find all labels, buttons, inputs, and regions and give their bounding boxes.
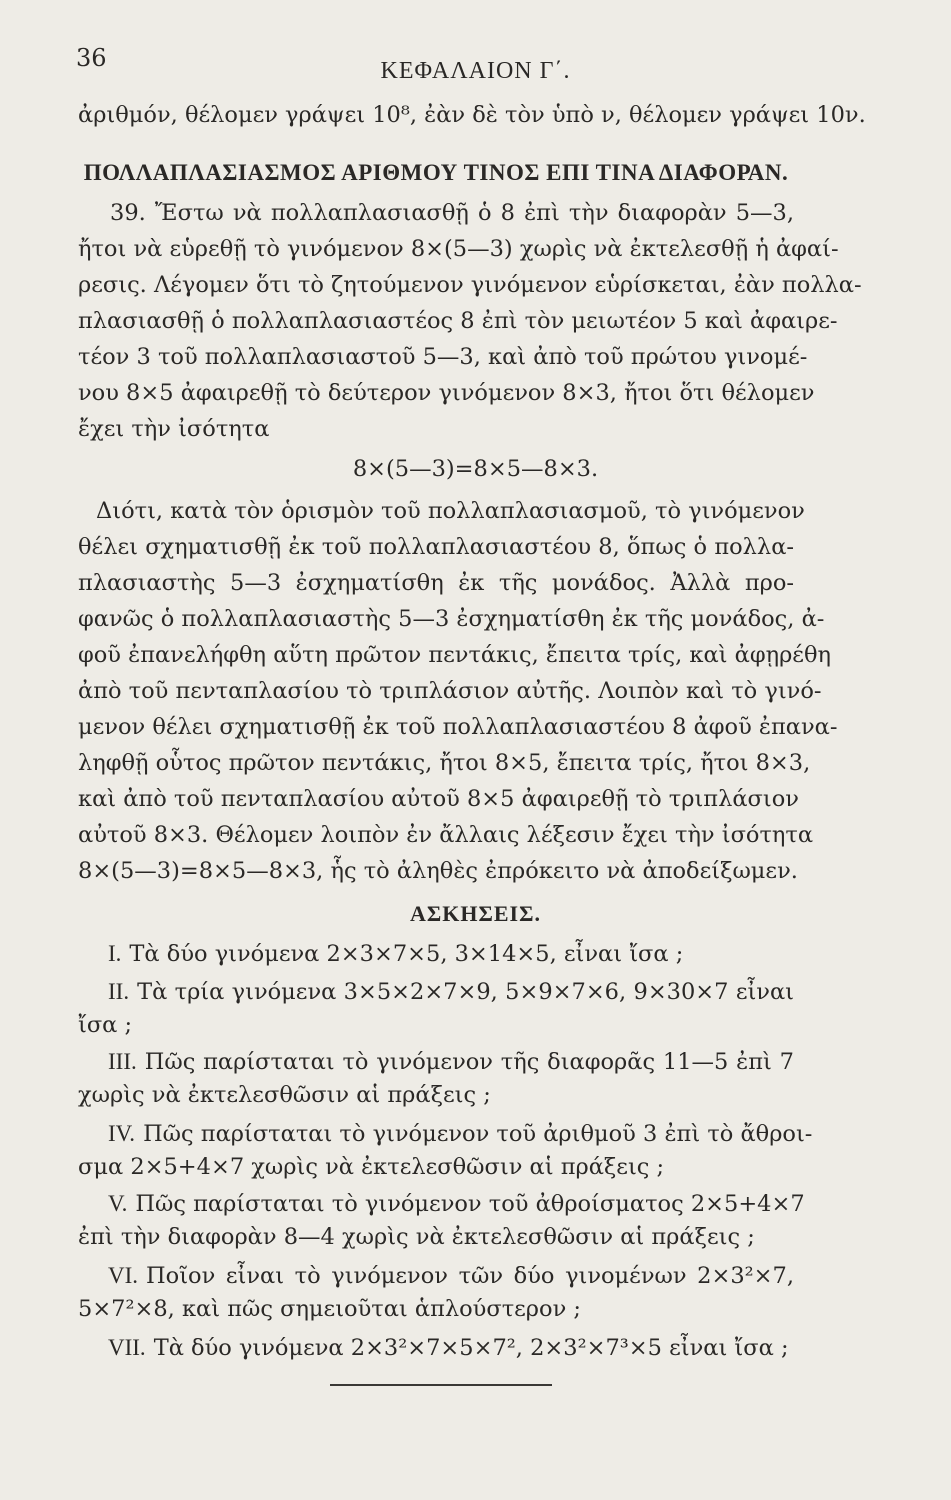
exercise-item — [78, 942, 794, 966]
running-head: ΚΕΦΑΛΑΙΟΝ Γ΄. — [380, 58, 571, 84]
exercise-text: 5×7²×8, καὶ πῶς σημειοῦται ἁπλούστερον ; — [78, 1296, 581, 1322]
para1-line: τέον 3 τοῦ πολλαπλασιαστοῦ 5—3, καὶ ἀπὸ τοῦ πρώτου γινομέ- — [78, 344, 808, 370]
exercises-title: ΑΣΚΗΣΕΙΣ. — [410, 901, 541, 926]
exercise-text: Ποῖον εἶναι τὸ γινόμενον τῶν δύο γινομένων 2×3²×7, — [146, 1263, 794, 1289]
para2-line: θέλει σχηματισθῇ ἐκ τοῦ πολλαπλασιαστέου 8, ὅπως ὁ πολλα- — [78, 534, 794, 560]
exercise-text: Τὰ δύο γινόμενα 2×3×7×5, 3×14×5, εἶναι ἴσα ; — [129, 941, 684, 967]
exercise-number: I. — [108, 941, 122, 966]
exercise-text: Τὰ τρία γινόμενα 3×5×2×7×9, 5×9×7×6, 9×30×7 εἶναι — [137, 979, 794, 1005]
exercise-item — [78, 1336, 794, 1360]
para1-line: ἔχει τὴν ἰσότητα — [78, 416, 270, 442]
exercise-item — [78, 1121, 813, 1147]
exercise-number: II. — [108, 979, 130, 1004]
exercise-item — [78, 1191, 805, 1217]
para2-line: Διότι, κατὰ τὸν ὁρισμὸν τοῦ πολλαπλασιασμοῦ, τὸ γινόμενον — [96, 498, 805, 524]
exercise-number: III. — [108, 1049, 137, 1074]
para2-line: ληφθῇ οὗτος πρῶτον πεντάκις, ἤτοι 8×5, ἔπειτα τρίς, ἤτοι 8×3, — [78, 750, 811, 776]
page-number: 36 — [76, 44, 107, 72]
intro-line: ἀριθμόν, θέλομεν γράψει 10⁸, ἐὰν δὲ τὸν ὑπὸ ν, θέλομεν γράψει 10ν. — [78, 102, 866, 128]
para1-line: ἤτοι νὰ εὑρεθῇ τὸ γινόμενον 8×(5—3) χωρὶς νὰ ἐκτελεσθῇ ἡ ἀφαί- — [78, 236, 839, 262]
exercise-text: Πῶς παρίσταται τὸ γινόμενον τοῦ ἀθροίσματος 2×5+4×7 — [135, 1191, 805, 1217]
para1-line: πλασιασθῇ ὁ πολλαπλασιαστέος 8 ἐπὶ τὸν μειωτέον 5 καὶ ἀφαιρε- — [78, 308, 838, 334]
para2-line: μενον θέλει σχηματισθῇ ἐκ τοῦ πολλαπλασιαστέου 8 ἀφοῦ ἐπανα- — [78, 714, 838, 740]
exercise-text: ἴσα ; — [78, 1012, 133, 1038]
para2-line: ἀπὸ τοῦ πενταπλασίου τὸ τριπλάσιον αὐτῆς. Λοιπὸν καὶ τὸ γινό- — [78, 678, 822, 704]
formula: 8×(5—3)=8×5—8×3. — [352, 456, 599, 482]
para2-line: πλασιαστὴς 5—3 ἐσχηματίσθη ἐκ τῆς μονάδος. Ἀλλὰ προ- — [78, 570, 794, 596]
para2-line: αὐτοῦ 8×3. Θέλομεν λοιπὸν ἐν ἄλλαις λέξεσιν ἔχει τὴν ἰσότητα — [78, 822, 814, 848]
para2-line: φοῦ ἐπανελήφθη αὕτη πρῶτον πεντάκις, ἔπειτα τρίς, καὶ ἀφῃρέθη — [78, 642, 831, 668]
section-title: ΠΟΛΛΑΠΛΑΣΙΑΣΜΟΣ ΑΡΙΘΜΟΥ ΤΙΝΟΣ ΕΠΙ ΤΙΝΑ ΔΙΑΦΟΡΑΝ. — [83, 160, 789, 185]
para2-line: φανῶς ὁ πολλαπλασιαστὴς 5—3 ἐσχηματίσθη ἐκ τῆς μονάδος, ἀ- — [78, 606, 825, 632]
exercise-text: χωρὶς νὰ ἐκτελεσθῶσιν αἱ πράξεις ; — [78, 1082, 491, 1108]
closing-rule — [330, 1384, 552, 1386]
exercise-item — [78, 1050, 794, 1074]
para2-line: 8×(5—3)=8×5—8×3, ἧς τὸ ἀληθὲς ἐπρόκειτο νὰ ἀποδείξωμεν. — [78, 858, 798, 884]
exercise-item — [78, 1264, 794, 1288]
exercise-text: σμα 2×5+4×7 χωρὶς νὰ ἐκτελεσθῶσιν αἱ πράξεις ; — [78, 1154, 665, 1180]
exercise-text: ἐπὶ τὴν διαφορὰν 8—4 χωρὶς νὰ ἐκτελεσθῶσιν αἱ πράξεις ; — [78, 1224, 755, 1250]
exercise-number: IV. — [108, 1121, 136, 1146]
exercise-text: Πῶς παρίσταται τὸ γινόμενον τοῦ ἀριθμοῦ 3 ἐπὶ τὸ ἄθροι- — [143, 1121, 813, 1147]
exercise-text: Τὰ δύο γινόμενα 2×3²×7×5×7², 2×3²×7³×5 εἶναι ἴσα ; — [153, 1335, 789, 1361]
exercise-text: Πῶς παρίσταται τὸ γινόμενον τῆς διαφορᾶς 11—5 ἐπὶ 7 — [144, 1049, 794, 1075]
exercise-number: VII. — [108, 1335, 146, 1360]
exercise-item — [78, 980, 794, 1004]
para1-line: νου 8×5 ἀφαιρεθῇ τὸ δεύτερον γινόμενον 8×3, ἤτοι ὅτι θέλομεν — [78, 380, 815, 406]
exercise-number: VI. — [108, 1263, 139, 1288]
para1-line: ρεσις. Λέγομεν ὅτι τὸ ζητούμενον γινόμενον εὑρίσκεται, ἐὰν πολλα- — [78, 272, 862, 298]
para1-line: 39. Ἔστω νὰ πολλαπλασιασθῇ ὁ 8 ἐπὶ τὴν διαφορὰν 5—3, — [110, 200, 794, 226]
para2-line: καὶ ἀπὸ τοῦ πενταπλασίου αὐτοῦ 8×5 ἀφαιρεθῇ τὸ τριπλάσιον — [78, 786, 799, 812]
exercise-number: V. — [108, 1191, 128, 1216]
